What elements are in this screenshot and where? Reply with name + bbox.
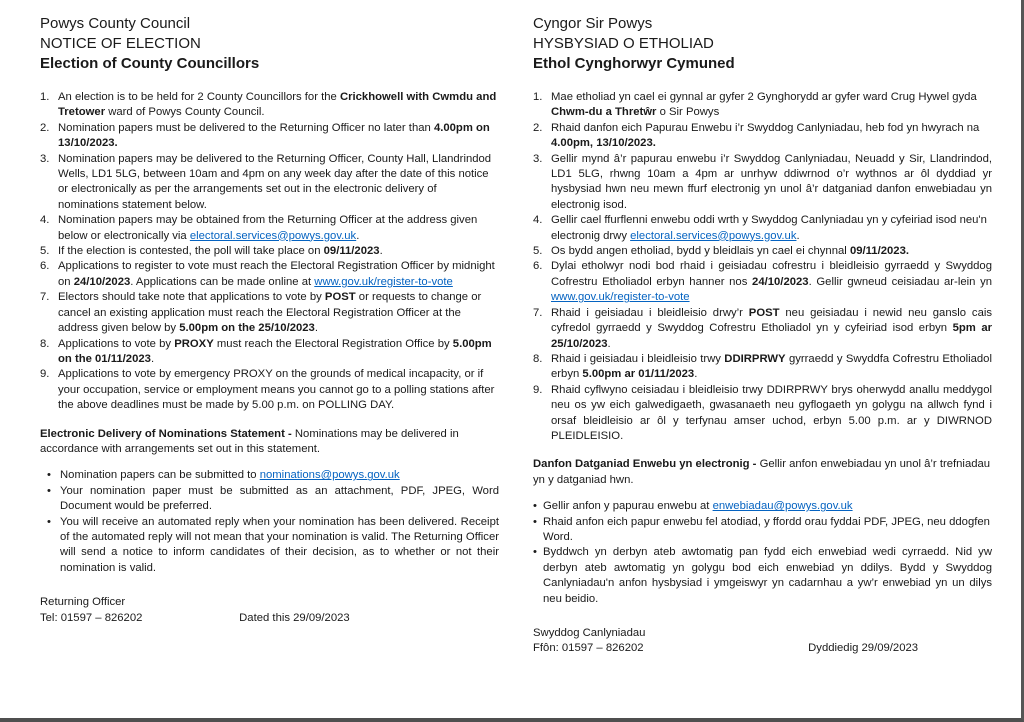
footer-en [40,595,499,626]
notice-item-en [40,290,499,336]
enwebiadau-email-link[interactable]: enwebiadau@powys.gov.uk [712,500,853,513]
list-item-text: If the election is contested, the poll will take place on 09/11/2023. [58,245,383,258]
electoral-services-email-link-cy[interactable]: electoral.services@powys.gov.uk [630,229,797,242]
nomination-bullet-en [40,484,499,515]
welsh-header [533,14,992,74]
list-item-text: Os bydd angen etholiad, bydd y bleidlais yn cael ei chynnal 09/11/2023. [551,245,909,258]
nomination-bullets-en [40,468,499,576]
notice-list-cy [533,90,992,444]
notice-item-en [40,213,499,244]
list-item-text: Rhaid anfon eich papur enwebu fel atodiad, y ffordd orau fyddai PDF, JPEG, neu ddogfen Word. [543,515,990,543]
nomination-bullet-cy [533,499,992,514]
list-item-text: Nomination papers may be delivered to the Returning Officer, County Hall, Llandrindod Wells, LD1 5LG, between 10am and 4pm on any week day after the date of this notice or electronically as per the arrangements set out in the electronic delivery of nominations statement below. [58,152,492,211]
notice-title-cy: HYSBYSIAD O ETHOLIAD [533,35,714,52]
nomination-bullets-cy [533,499,992,607]
dated-en: Dated this 29/09/2023 [239,611,350,624]
nomination-bullet-en [40,468,499,483]
notice-title-en: NOTICE OF ELECTION [40,35,201,52]
list-item-text: Your nomination paper must be submitted as an attachment, PDF, JPEG, Word Document would be preferred. [60,484,499,513]
notice-item-cy [533,90,992,121]
list-item-text: Applications to vote by PROXY must reach the Electoral Registration Office by 5.00pm on the 01/11/2023. [58,337,492,365]
list-item-text: Rhaid i geisiadau i bleidleisio drwy’r POST neu geisiadau i newid neu ganslo cais cyfredol gyrraedd y Swyddog Cofrestru Etholiadol yn y cyfeiriad isod erbyn 5pm ar 25/10/2023. [551,306,993,350]
notice-item-cy [533,306,992,352]
notice-item-cy [533,121,992,152]
list-marker: 3. [40,152,50,165]
list-item-text: Electors should take note that applications to vote by POST or requests to change or cancel an existing application must reach the Electoral Registration Officer at the address given below by 5.00pm on the 25/10/2023. [58,291,482,335]
list-marker: 8. [533,352,543,365]
nomination-bullet-cy [533,545,992,607]
list-marker: 2. [40,121,50,134]
list-marker: 5. [533,245,543,258]
footer-row-en [40,611,499,626]
notice-item-cy [533,152,992,214]
list-item-text: Nomination papers may be obtained from the Returning Officer at the address given below or electronically via electoral.services@powys.gov.uk. [58,214,478,242]
council-name-en: Powys County Council [40,15,191,32]
list-item-text: Rhaid cyflwyno ceisiadau i bleidleisio trwy DDIRPRWY brys oherwydd anallu meddygol neu os yw eich galwedigaeth, gwasanaeth neu gyflogaeth yn golygu na allwch fynd i orsaf bleidleisio ar ôl y terfynau amser uchod, erbyn 5.00 p.m. ar y DIWRNOD PLEIDLEISIO. [551,383,992,442]
footer-cy [533,626,992,657]
nomination-bullet-en [40,515,499,577]
list-marker: 1. [40,91,50,103]
election-subtitle-en: Election of County Councillors [40,55,260,72]
notice-item-en [40,121,499,152]
list-marker: 4. [40,214,50,227]
english-header [40,14,499,74]
list-marker: • [47,515,51,528]
notice-item-cy [533,352,992,383]
list-marker: 7. [40,291,50,304]
electronic-delivery-statement-en: Electronic Delivery of Nominations Statement - Nominations may be delivered in accordance with arrangements set out in this statement. [40,427,459,455]
notice-item-en [40,337,499,368]
list-item-text: You will receive an automated reply when your nomination has been delivered. Receipt of the automated reply will not mean that your nomination is valid. The Returning Officer will send a notice to inform candidates of their decision, as to whether or not their nomination is valid. [60,515,499,574]
list-marker: 1. [533,91,543,103]
list-marker: 6. [40,260,50,273]
list-marker: • [533,500,537,513]
telephone-cy: Ffôn: 01597 – 826202 [533,642,644,655]
council-name-cy: Cyngor Sir Powys [533,15,653,32]
notice-item-en [40,367,499,413]
list-item-text: Gellir mynd â’r papurau enwebu i’r Swyddog Canlyniadau, Neuadd y Sir, Llandrindod, LD1 5LG, rhwng 10am a 4pm ar unrhyw ddiwrnod o’r wythnos ar ôl dyddiad yr hysbysiad hwn neu mewn ffurf electronig yn unol â’r datganiad danfon enwebiadau yn electronig isod. [551,152,992,211]
register-to-vote-link-cy[interactable]: www.gov.uk/register-to-vote [551,291,690,304]
officer-title-cy: Swyddog Canlyniadau [533,627,646,639]
list-marker: 2. [533,121,543,134]
list-marker: 7. [533,306,543,319]
english-column [40,14,499,718]
notice-item-cy [533,213,992,244]
list-marker: 3. [533,152,543,165]
footer-row-cy [533,641,992,656]
officer-title-en: Returning Officer [40,596,126,609]
telephone-en: Tel: 01597 – 826202 [40,611,143,624]
nominations-email-link[interactable]: nominations@powys.gov.uk [259,469,400,482]
notice-item-en [40,152,499,214]
list-item-text: Gellir anfon y papurau enwebu at enwebiadau@powys.gov.uk [543,500,853,513]
electoral-services-email-link-en[interactable]: electoral.services@powys.gov.uk [189,229,357,242]
list-marker: 9. [533,383,543,396]
list-item-text: Dylai etholwyr nodi bod rhaid i geisiadau cofrestru i bleidleisio gyrraedd y Swyddog Cofrestru Etholiadol erbyn hanner nos 24/10/2023. Gellir gwneud ceisiadau ar-lein yn www.gov.uk/register-to-vote [551,260,992,304]
list-item-text: Rhaid danfon eich Papurau Enwebu i’r Swyddog Canlyniadau, heb fod yn hwyrach na 4.00pm, 13/10/2023. [551,121,980,150]
list-marker: 5. [40,245,50,258]
notice-item-cy [533,383,992,445]
dated-cy: Dyddiedig 29/09/2023 [808,642,919,655]
notice-item-en [40,90,499,121]
notice-item-en [40,244,499,259]
electronic-delivery-statement-cy: Danfon Datganiad Enwebu yn electronig - Gellir anfon enwebiadau yn unol â’r trefniadau yn y datganiad hwn. [533,458,991,486]
list-marker: 8. [40,337,50,350]
election-subtitle-cy: Ethol Cynghorwyr Cymuned [533,55,735,72]
list-item-text: Gellir cael ffurflenni enwebu oddi wrth y Swyddog Canlyniadau yn y cyfeiriad isod neu'n electronig drwy electoral.services@powys.gov.uk. [551,214,987,242]
list-marker: • [47,469,51,482]
list-item-text: Rhaid i geisiadau i bleidleisio trwy DDIRPRWY gyrraedd y Swyddfa Cofrestru Etholiadol erbyn 5.00pm ar 01/11/2023. [551,352,992,381]
notice-item-en [40,259,499,290]
nomination-bullet-cy [533,515,992,546]
list-item-text: Mae etholiad yn cael ei gynnal ar gyfer 2 Gynghorydd ar gyfer ward Crug Hywel gyda Chwm-du a Thretŵr o Sir Powys [551,91,977,119]
list-item-text: Applications to vote by emergency PROXY on the grounds of medical incapacity, or if your occupation, service or employment means you cannot go to a polling stations after the above deadlines must be made by 5.00 p.m. on POLLING DAY. [58,368,495,412]
list-item-text: Applications to register to vote must reach the Electoral Registration Officer by midnight on 24/10/2023. Applications can be made online at www.gov.uk/register-to-vote [58,260,495,288]
list-item-text: Nomination papers must be delivered to the Returning Officer no later than 4.00pm on 13/10/2023. [58,121,490,150]
list-marker: • [533,515,537,528]
notice-list-en [40,90,499,414]
list-marker: • [533,546,537,559]
list-marker: 9. [40,368,50,381]
register-to-vote-link-en[interactable]: www.gov.uk/register-to-vote [314,275,453,288]
list-marker: 6. [533,260,543,273]
list-item-text: An election is to be held for 2 County Councillors for the Crickhowell with Cwmdu and Tretower ward of Powys County Council. [58,91,497,119]
list-item-text: Byddwch yn derbyn ateb awtomatig pan fydd eich enwebiad wedi cyrraedd. Nid yw derbyn ateb awtomatig yn golygu bod eich enwebiad yn ddilys. Bydd y Swyddog Canlyniadau'n anfon hysbysiad i ymgeiswyr yn cadarnhau a yw’r enwebiad yn un dilys neu beidio. [543,546,992,605]
list-marker: 4. [533,214,543,227]
notice-item-cy [533,244,992,259]
list-marker: • [47,484,51,497]
list-item-text: Nomination papers can be submitted to nominations@powys.gov.uk [60,469,400,482]
welsh-column [533,14,992,718]
notice-item-cy [533,259,992,305]
